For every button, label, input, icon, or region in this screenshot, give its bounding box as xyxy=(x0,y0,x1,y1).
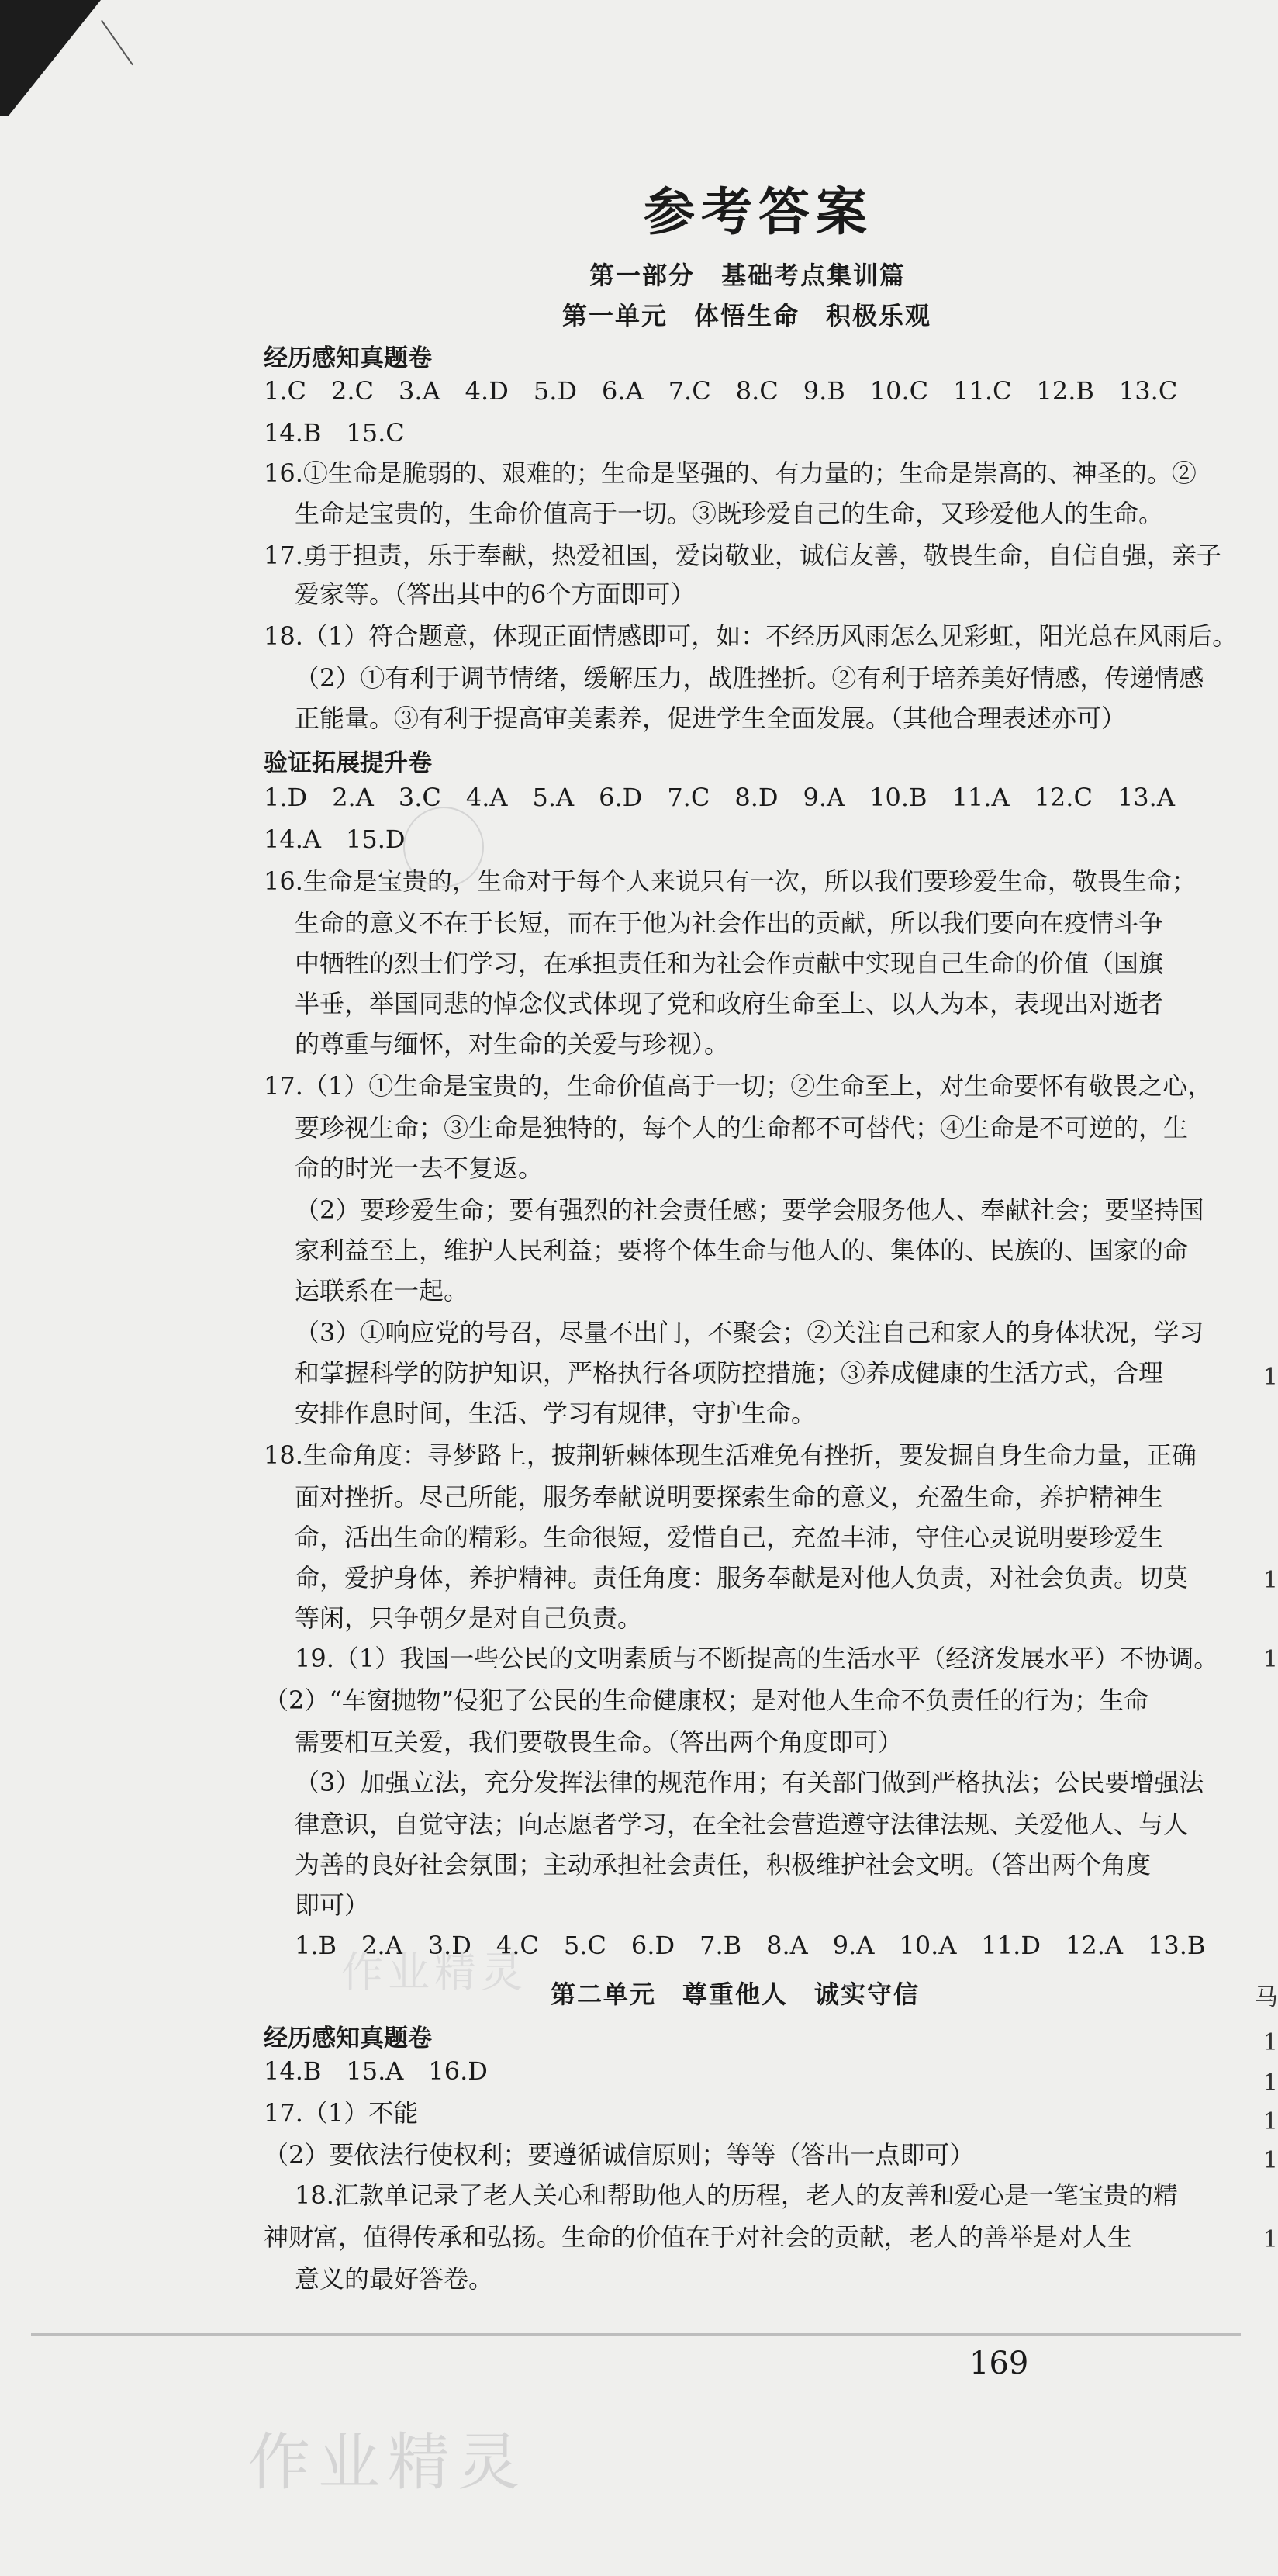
answer-line: 14.B 15.A 16.D xyxy=(264,2056,488,2086)
answer-line: 生命的意义不在于长短，而在于他为社会作出的贡献，所以我们要向在疫情斗争 xyxy=(295,908,1164,938)
answer-line: 19.（1）我国一些公民的文明素质与不断提高的生活水平（经济发展水平）不协调。 xyxy=(295,1644,1219,1673)
answer-line: （3）加强立法，充分发挥法律的规范作用；有关部门做到严格执法；公民要增强法 xyxy=(295,1768,1204,1797)
answer-line: 正能量。③有利于提高审美素养，促进学生全面发展。（其他合理表述亦可） xyxy=(295,704,1127,733)
answer-line: 14.B 15.C xyxy=(264,418,405,448)
unit1-heading: 第一单元 体悟生命 积极乐观 xyxy=(562,301,932,330)
answer-line: 运联系在一起。 xyxy=(295,1276,469,1305)
answer-line: 面对挫折。尽己所能，服务奉献说明要探索生命的意义，充盈生命，养护精神生 xyxy=(295,1482,1164,1512)
answer-line: 命的时光一去不复返。 xyxy=(295,1153,544,1183)
answer-line: 16.①生命是脆弱的、艰难的；生命是坚强的、有力量的；生命是崇高的、神圣的。② xyxy=(264,458,1197,488)
page-corner-shadow xyxy=(0,0,101,116)
edge-mark: 1 xyxy=(1262,2069,1278,2097)
bottom-rule xyxy=(31,2333,1241,2336)
section-heading: 验证拓展提升卷 xyxy=(264,749,432,777)
answer-line: 17.（1）不能 xyxy=(264,2098,419,2128)
page-number: 169 xyxy=(969,2346,1029,2381)
edge-mark: 1 xyxy=(1262,2226,1278,2253)
edge-mark: 1 xyxy=(1262,1364,1278,1391)
answer-line: 中牺牲的烈士们学习，在承担责任和为社会作贡献中实现自己生命的价值（国旗 xyxy=(295,949,1164,978)
answer-line: 即可） xyxy=(295,1890,370,1920)
answer-line: 17.（1）①生命是宝贵的，生命价值高于一切；②生命至上，对生命要怀有敬畏之心， xyxy=(264,1071,1213,1101)
answer-line: 命，活出生命的精彩。生命很短，爱惜自己，充盈丰沛，守住心灵说明要珍爱生 xyxy=(295,1523,1164,1552)
section-heading: 经历感知真题卷 xyxy=(264,2024,432,2052)
answer-line: 为善的良好社会氛围；主动承担社会责任，积极维护社会文明。（答出两个角度 xyxy=(295,1850,1152,1879)
answer-line: 1.B 2.A 3.D 4.C 5.C 6.D 7.B 8.A 9.A 10.A 11.D 12.A 13.B xyxy=(295,1931,1206,1960)
answer-line: 家利益至上，维护人民利益；要将个体生命与他人的、集体的、民族的、国家的命 xyxy=(295,1236,1189,1265)
watermark-faint: 作业精灵 xyxy=(341,1948,527,1997)
answer-line: 16.生命是宝贵的，生命对于每个人来说只有一次，所以我们要珍爱生命，敬畏生命； xyxy=(264,866,1197,896)
answer-line: 18.生命角度：寻梦路上，披荆斩棘体现生活难免有挫折，要发掘自身生命力量，正确 xyxy=(264,1440,1197,1470)
edge-mark: 1 xyxy=(1262,2108,1278,2135)
answer-line: 生命是宝贵的，生命价值高于一切。③既珍爱自己的生命，又珍爱他人的生命。 xyxy=(295,499,1164,528)
answer-line: 1.C 2.C 3.A 4.D 5.D 6.A 7.C 8.C 9.B 10.C 11.C 12.B 13.C xyxy=(264,376,1178,406)
page-fold-line xyxy=(101,20,133,65)
answer-line: 18.（1）符合题意，体现正面情感即可，如：不经历风雨怎么见彩虹，阳光总在风雨后。 xyxy=(264,621,1238,651)
answer-line: 爱家等。（答出其中的6个方面即可） xyxy=(295,579,696,609)
edge-mark: 1 xyxy=(1262,1567,1278,1594)
edge-mark: 1 xyxy=(1262,2029,1278,2056)
answer-line: 意义的最好答卷。 xyxy=(295,2264,494,2294)
part-heading: 第一部分 基础考点集训篇 xyxy=(589,261,907,290)
answer-line: 半垂，举国同悲的悼念仪式体现了党和政府生命至上、以人为本，表现出对逝者 xyxy=(295,989,1164,1018)
answer-line: 18.汇款单记录了老人关心和帮助他人的历程，老人的友善和爱心是一笔宝贵的精 xyxy=(295,2180,1178,2210)
answer-line: 和掌握科学的防护知识，严格执行各项防控措施；③养成健康的生活方式，合理 xyxy=(295,1358,1164,1388)
answer-line: 神财富，值得传承和弘扬。生命的价值在于对社会的贡献，老人的善举是对人生 xyxy=(264,2222,1133,2252)
answer-line: 14.A 15.D xyxy=(264,825,406,854)
answer-line: 17.勇于担责，乐于奉献，热爱祖国，爱岗敬业，诚信友善，敬畏生命，自信自强，亲子 xyxy=(264,541,1221,570)
answer-line: 的尊重与缅怀，对生命的关爱与珍视）。 xyxy=(295,1029,730,1059)
section-heading: 经历感知真题卷 xyxy=(264,344,432,372)
answer-line: 要珍视生命；③生命是独特的，每个人的生命都不可替代；④生命是不可逆的，生 xyxy=(295,1113,1189,1143)
answer-line: 1.D 2.A 3.C 4.A 5.A 6.D 7.C 8.D 9.A 10.B 11.A 12.C 13.A xyxy=(264,783,1175,812)
answer-line: （3）①响应党的号召，尽量不出门，不聚会；②关注自己和家人的身体状况，学习 xyxy=(295,1318,1204,1347)
faint-stamp xyxy=(403,807,484,887)
edge-mark: 1 xyxy=(1262,2147,1278,2174)
page-title: 参考答案 xyxy=(644,182,873,242)
unit2-heading: 第二单元 尊重他人 诚实守信 xyxy=(551,1980,921,2009)
answer-line: 律意识，自觉守法；向志愿者学习，在全社会营造遵守法律法规、关爱他人、与人 xyxy=(295,1810,1189,1839)
answer-line: （2）“车窗抛物”侵犯了公民的生命健康权；是对他人生命不负责任的行为；生命 xyxy=(264,1686,1149,1715)
edge-mark: 马 xyxy=(1255,1984,1278,2011)
answer-line: 需要相互关爱，我们要敬畏生命。（答出两个角度即可） xyxy=(295,1727,903,1757)
answer-line: 命，爱护身体，养护精神。责任角度：服务奉献是对他人负责，对社会负责。切莫 xyxy=(295,1563,1189,1592)
answer-line: 安排作息时间，生活、学习有规律，守护生命。 xyxy=(295,1399,817,1428)
watermark: 作业精灵 xyxy=(248,2426,527,2498)
edge-mark: 1 xyxy=(1262,1646,1278,1673)
answer-line: （2）要珍爱生命；要有强烈的社会责任感；要学会服务他人、奉献社会；要坚持国 xyxy=(295,1195,1204,1225)
answer-line: （2）①有利于调节情绪，缓解压力，战胜挫折。②有利于培养美好情感，传递情感 xyxy=(295,663,1204,693)
answer-line: （2）要依法行使权利；要遵循诚信原则；等等（答出一点即可） xyxy=(264,2140,975,2170)
answer-line: 等闲，只争朝夕是对自己负责。 xyxy=(295,1603,643,1633)
